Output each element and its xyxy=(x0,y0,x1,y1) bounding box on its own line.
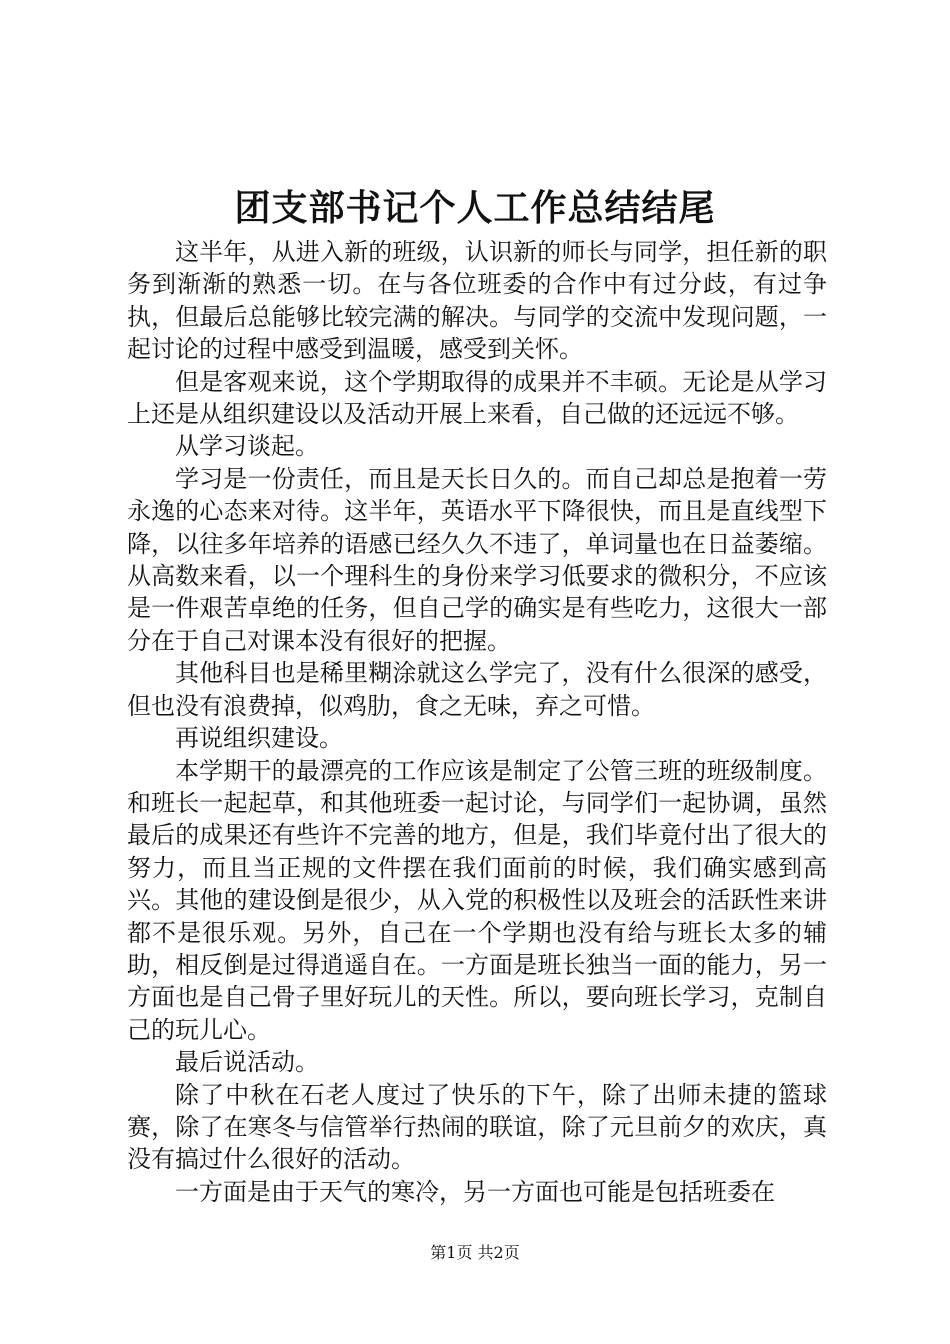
paragraph: 再说组织建设。 xyxy=(175,724,343,753)
document-title: 团支部书记个人工作总结结尾 xyxy=(234,187,716,229)
paragraph: 除了中秋在石老人度过了快乐的下午，除了出师未捷的篮球赛，除了在寒冬与信管举行热闹的联谊，除了元旦前夕的欢庆，真没有搞过什么很好的活动。 xyxy=(127,1080,827,1174)
paragraph: 本学期干的最漂亮的工作应该是制定了公管三班的班级制度。和班长一起起草，和其他班委一起讨论，与同学们一起协调，虽然最后的成果还有些许不完善的地方，但是，我们毕竟付出了很大的努力，而且当正规的文件摆在我们面前的时候，我们确实感到高兴。其他的建设倒是很少，从入党的积极性以及班会的活跃性来讲都不是很乐观。另外，自己在一个学期也没有给与班长太多的辅助，相反倒是过得逍遥自在。一方面是班长独当一面的能力，另一方面也是自己骨子里好玩儿的天性。所以，要向班长学习，克制自己的玩儿心。 xyxy=(127,756,827,1044)
paragraph: 这半年，从进入新的班级，认识新的师长与同学，担任新的职务到渐渐的熟悉一切。在与各位班委的合作中有过分歧，有过争执，但最后总能够比较完满的解决。与同学的交流中发现问题，一起讨论的过程中感受到温暖，感受到关怀。 xyxy=(127,238,827,364)
paragraph: 一方面是由于天气的寒冷，另一方面也可能是包括班委在 xyxy=(175,1177,775,1206)
paragraph: 学习是一份责任，而且是天长日久的。而自己却总是抱着一劳永逸的心态来对待。这半年，英语水平下降很快，而且是直线型下降，以往多年培养的语感已经久久不违了，单词量也在日益萎缩。从高数来看，以一个理科生的身份来学习低要求的微积分，不应该是一件艰苦卓绝的任务，但自己学的确实是有些吃力，这很大一部分在于自己对课本没有很好的把握。 xyxy=(127,464,827,655)
paragraph: 其他科目也是稀里糊涂就这么学完了，没有什么很深的感受，但也没有浪费掉，似鸡肋，食之无味，弃之可惜。 xyxy=(127,659,827,720)
page-footer: 第1页 共2页 xyxy=(430,1243,520,1262)
document-body xyxy=(127,236,827,1208)
paragraph: 最后说活动。 xyxy=(175,1048,319,1077)
paragraph: 从学习谈起。 xyxy=(175,432,319,461)
paragraph: 但是客观来说，这个学期取得的成果并不丰硕。无论是从学习上还是从组织建设以及活动开展上来看，自己做的还远远不够。 xyxy=(127,367,827,429)
